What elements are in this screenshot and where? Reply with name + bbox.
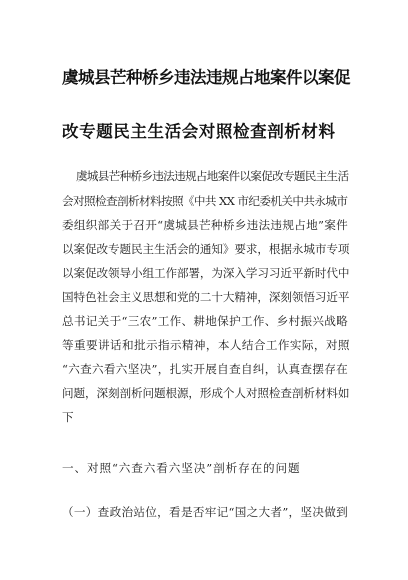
body-line: 虞城县芒种桥乡违法违规占地案件以案促改专题民主生活 <box>76 169 349 183</box>
body-line: “六查六看六坚决”，扎实开展自查自纠，认真查摆存在 <box>62 362 349 376</box>
body-line: 会对照检查剖析材料按照《中共 XX 市纪委机关中共永城市 <box>62 194 348 208</box>
section-heading: 一、对照“六查六看六坚决”剖析存在的问题 <box>62 461 301 475</box>
body-line: 国特色社会主义思想和党的二十大精神，深刻领悟习近平 <box>62 290 350 304</box>
body-line: 下 <box>62 410 75 424</box>
body-line: 问题，深刻剖析问题根源，形成个人对照检查剖析材料如 <box>62 386 350 400</box>
body-line: 等重要讲话和批示指示精神，本人结合工作实际，对照 <box>62 338 350 352</box>
body-line: 委组织部关于召开“虞城县芒种桥乡违法违规占地”案件 <box>62 218 349 232</box>
body-line: 以案促改专题民主生活会的通知》要求，根据永城市专项 <box>62 242 350 256</box>
body-line: 总书记关于“三农”工作、耕地保护工作、乡村振兴战略 <box>62 314 349 328</box>
sub-item-line: （一）查政治站位，看是否牢记“国之大者”，坚决做到 <box>62 505 349 519</box>
document-title-line-1: 虞城县芒种桥乡违法违规占地案件以案促 <box>62 68 350 87</box>
document-title-line-2: 改专题民主生活会对照检查剖析材料 <box>62 122 336 141</box>
body-line: 以案促改领导小组工作部署，为深入学习习近平新时代中 <box>62 266 350 280</box>
